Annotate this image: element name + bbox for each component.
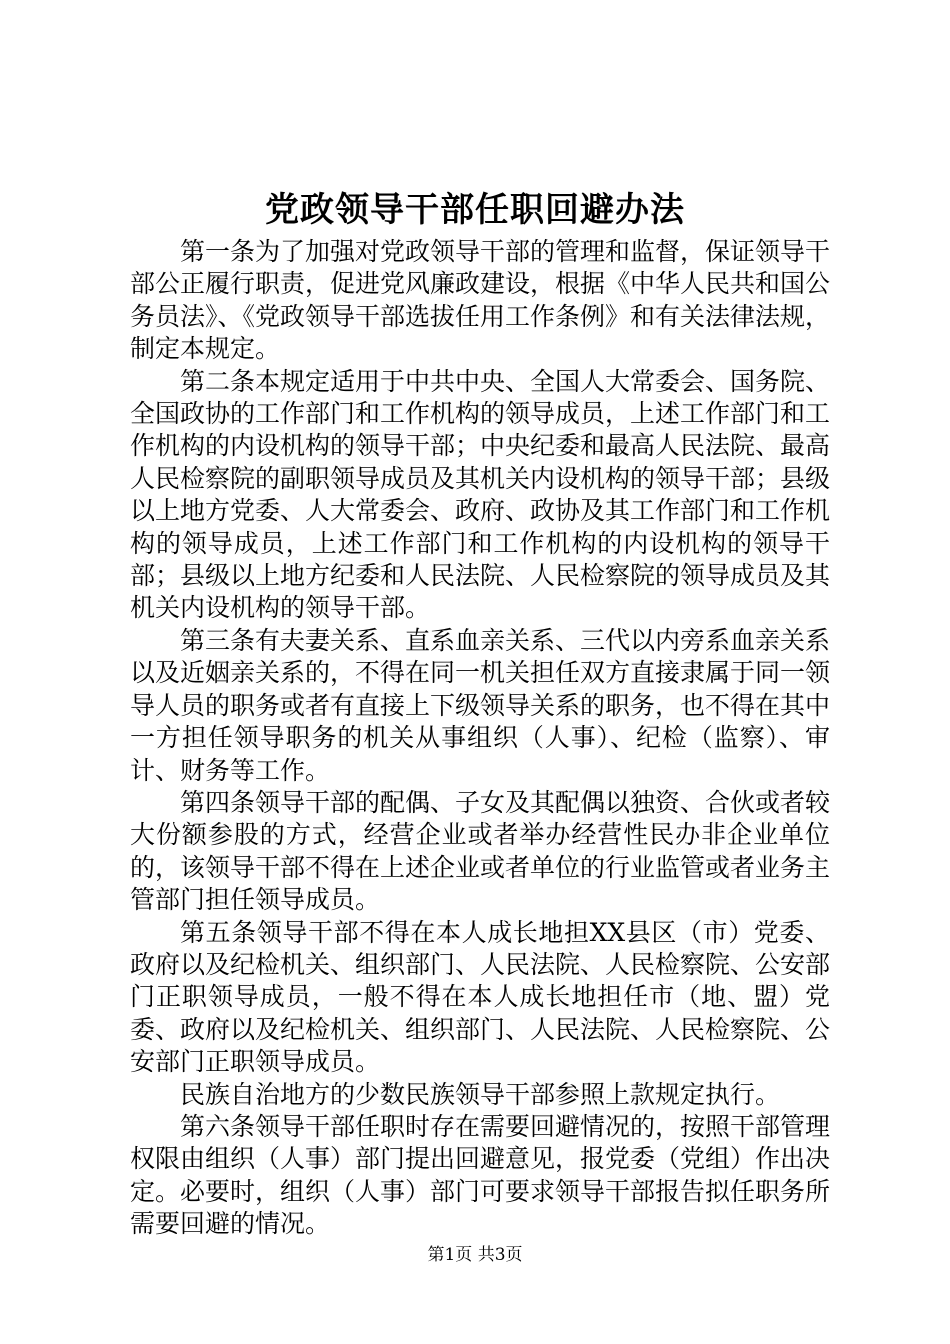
article-3: 第三条有夫妻关系、直系血亲关系、三代以内旁系血亲关系以及近姻亲关系的，不得在同一机关担任双方直接隶属于同一领导人员的职务或者有直接上下级领导关系的职务，也不得在其中一方担任领导职务的机关从事组织（人事）、纪检（监察）、审计、财务等工作。 bbox=[130, 625, 831, 785]
article-1: 第一条为了加强对党政领导干部的管理和监督，保证领导干部公正履行职责，促进党风廉政建设，根据《中华人民共和国公务员法》、《党政领导干部选拔任用工作条例》和有关法律法规，制定本规定。 bbox=[130, 237, 831, 364]
article-4: 第四条领导干部的配偶、子女及其配偶以独资、合伙或者较大份额参股的方式，经营企业或者举办经营性民办非企业单位的，该领导干部不得在上述企业或者单位的行业监管或者业务主管部门担任领导成员。 bbox=[130, 787, 831, 915]
article-2: 第二条本规定适用于中共中央、全国人大常委会、国务院、全国政协的工作部门和工作机构的领导成员，上述工作部门和工作机构的内设机构的领导干部；中央纪委和最高人民法院、最高人民检察院的副职领导成员及其机关内设机构的领导干部；县级以上地方党委、人大常委会、政府、政协及其工作部门和工作机构的领导成员，上述工作部门和工作机构的内设机构的领导干部；县级以上地方纪委和人民法院、人民检察院的领导成员及其机关内设机构的领导干部。 bbox=[130, 366, 831, 623]
article-5-supplement: 民族自治地方的少数民族领导干部参照上款规定执行。 bbox=[180, 1079, 781, 1109]
document-title: 党政领导干部任职回避办法 bbox=[265, 190, 685, 230]
page-number-footer: 第1页 共3页 bbox=[427, 1245, 523, 1265]
document-body bbox=[130, 236, 830, 1241]
article-6: 第六条领导干部任职时存在需要回避情况的，按照干部管理权限由组织（人事）部门提出回避意见，报党委（党组）作出决定。必要时，组织（人事）部门可要求领导干部报告拟任职务所需要回避的情况。 bbox=[130, 1111, 831, 1239]
article-5: 第五条领导干部不得在本人成长地担XX县区（市）党委、政府以及纪检机关、组织部门、人民法院、人民检察院、公安部门正职领导成员，一般不得在本人成长地担任市（地、盟）党委、政府以及纪检机关、组织部门、人民法院、人民检察院、公安部门正职领导成员。 bbox=[130, 917, 831, 1077]
